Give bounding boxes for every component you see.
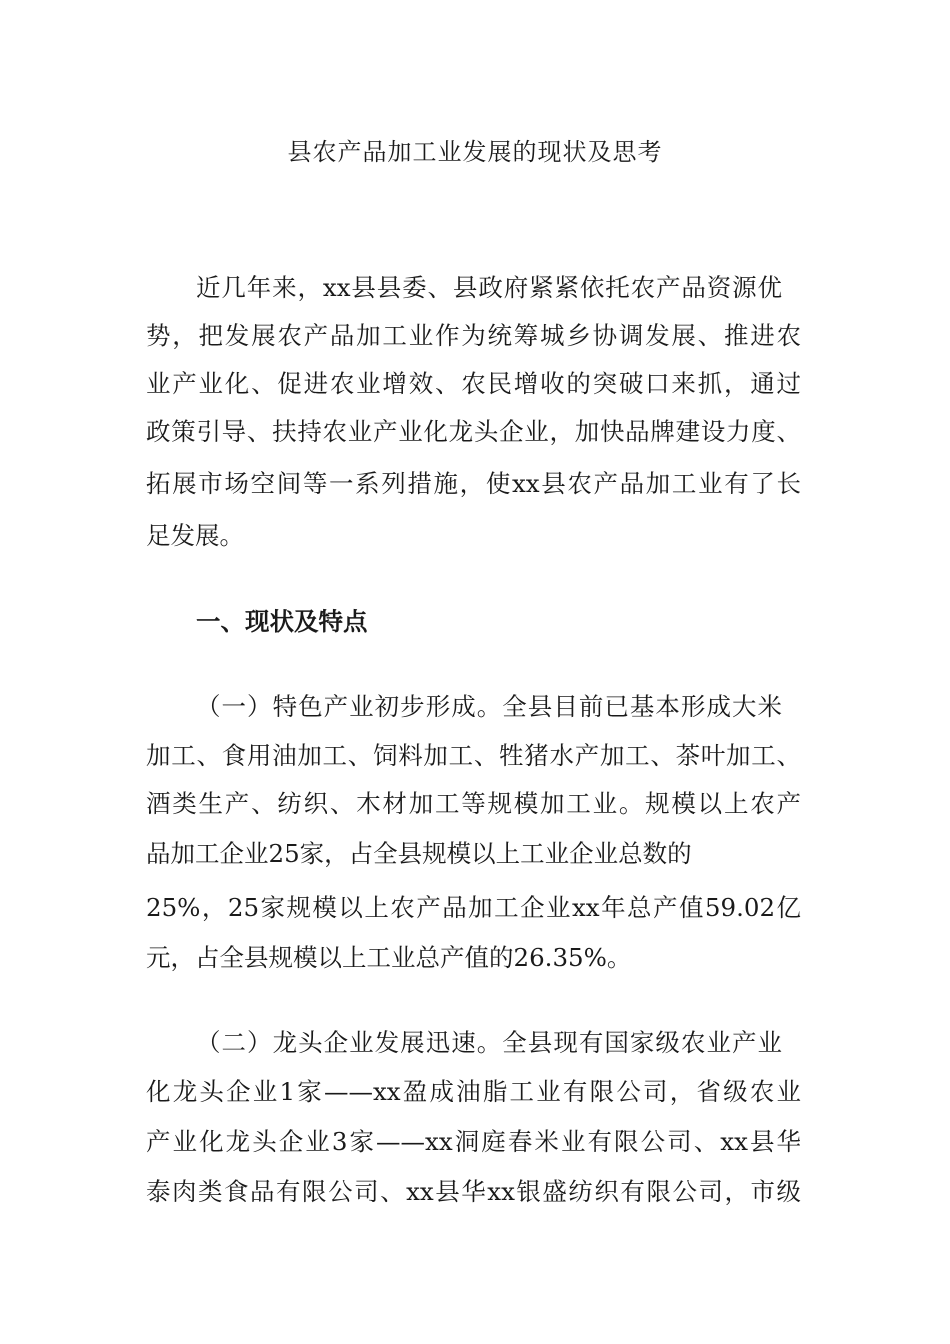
intro-line-4: 政策引导、扶持农业产业化龙头企业，加快品牌建设力度、 <box>146 417 801 446</box>
document-title: 县农产品加工业发展的现状及思考 <box>287 138 663 166</box>
sub2-line-4: 泰肉类食品有限公司、xx县华xx银盛纺织有限公司，市级 <box>146 1177 801 1206</box>
intro-line-6: 足发展。 <box>146 521 244 550</box>
intro-line-5: 拓展市场空间等一系列措施，使xx县农产品加工业有了长 <box>146 469 801 498</box>
intro-line-2: 势，把发展农产品加工业作为统筹城乡协调发展、推进农 <box>146 321 801 350</box>
sub2-line-2: 化龙头企业1家——xx盈成油脂工业有限公司，省级农业 <box>146 1077 801 1106</box>
sub1-line-3: 酒类生产、纺织、木材加工等规模加工业。规模以上农产 <box>146 789 801 818</box>
sub1-line-1: （一）特色产业初步形成。全县目前已基本形成大米 <box>196 692 782 721</box>
intro-line-1: 近几年来，xx县县委、县政府紧紧依托农产品资源优 <box>196 273 782 302</box>
sub2-line-3: 产业化龙头企业3家——xx洞庭春米业有限公司、xx县华 <box>146 1127 801 1156</box>
sub1-line-6: 元，占全县规模以上工业总产值的26.35%。 <box>146 943 632 972</box>
intro-line-3: 业产业化、促进农业增效、农民增收的突破口来抓，通过 <box>146 369 801 398</box>
sub1-line-4: 品加工企业25家，占全县规模以上工业企业总数的 <box>146 839 692 868</box>
sub2-line-1: （二）龙头企业发展迅速。全县现有国家级农业产业 <box>196 1028 782 1057</box>
sub1-line-5: 25%，25家规模以上农产品加工企业xx年总产值59.02亿 <box>146 893 801 922</box>
sub1-line-2: 加工、食用油加工、饲料加工、牲猪水产加工、茶叶加工、 <box>146 741 801 770</box>
section-heading: 一、现状及特点 <box>196 607 368 636</box>
